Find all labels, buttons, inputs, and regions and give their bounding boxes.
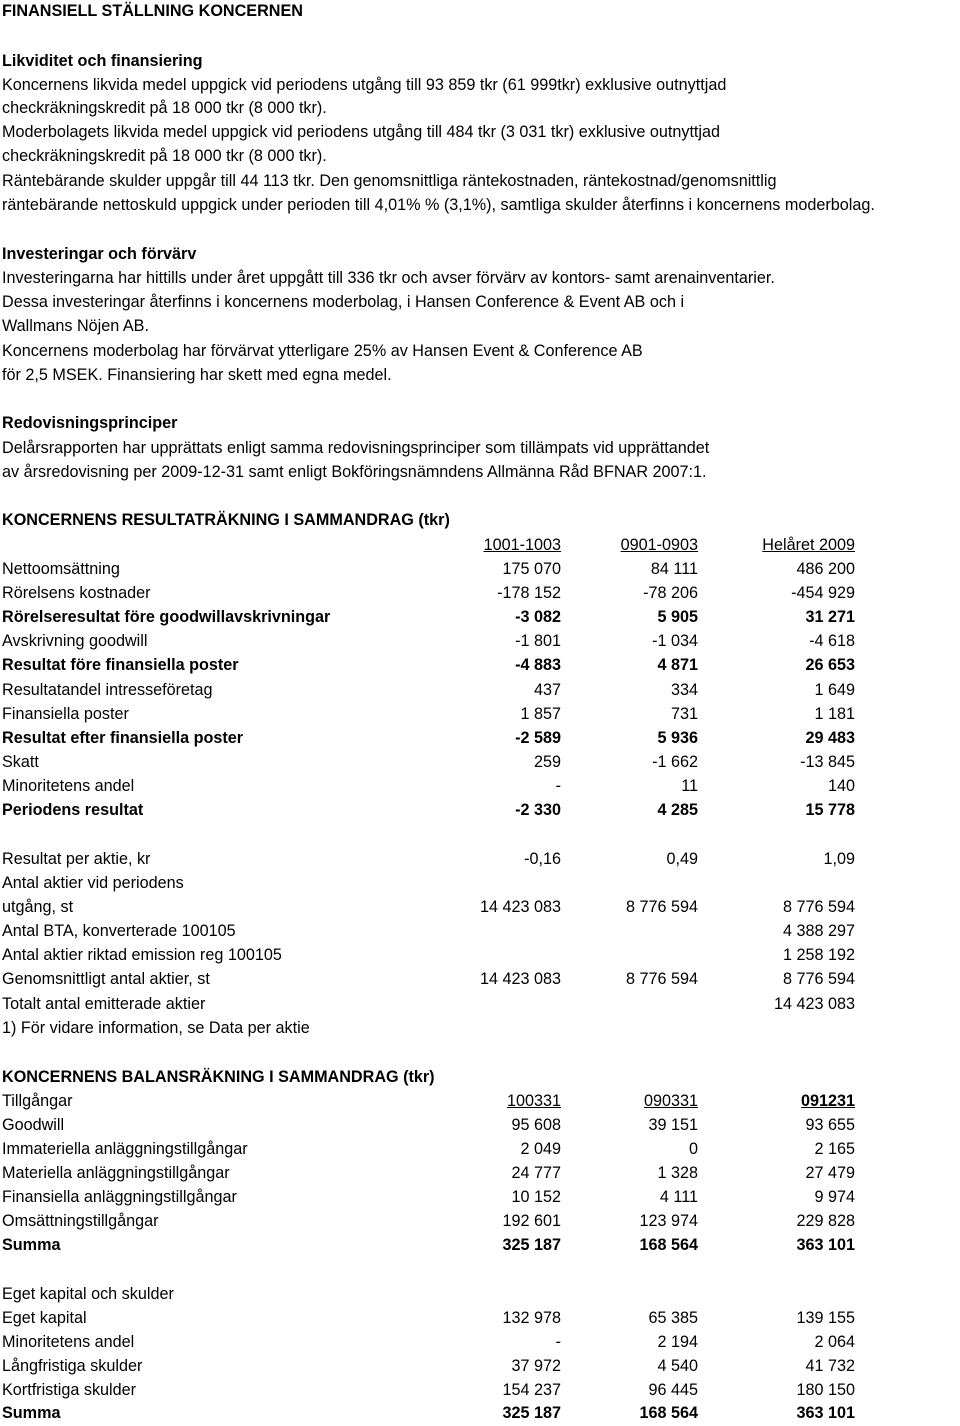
equity-section-title: Eget kapital och skulder [2, 1285, 174, 1303]
cell: -1 662 [652, 753, 698, 771]
table-row [0, 1404, 960, 1426]
table-row [0, 729, 960, 751]
cell: 31 271 [805, 608, 855, 626]
table-row [0, 560, 960, 582]
cell: -1 801 [515, 632, 561, 650]
cell: 84 111 [650, 560, 698, 578]
row-label: Immateriella anläggningstillgångar [2, 1140, 248, 1158]
cell: -78 206 [643, 584, 698, 602]
column-header: 0901-0903 [620, 536, 698, 554]
cell: 2 165 [814, 1140, 855, 1158]
cell: 39 151 [648, 1116, 698, 1134]
table-row [0, 584, 960, 606]
row-label: Periodens resultat [2, 801, 144, 819]
row-label: Summa [2, 1404, 61, 1422]
table-row [0, 801, 960, 823]
section-title-redovisning: Redovisningsprinciper [2, 414, 178, 432]
table-row [0, 1140, 960, 1162]
cell: 1 649 [814, 681, 855, 699]
cell: -2 589 [515, 729, 561, 747]
cell: 180 150 [796, 1381, 855, 1399]
column-header: Helåret 2009 [762, 536, 855, 554]
cell: 140 [827, 777, 855, 795]
cell: 325 187 [502, 1236, 561, 1254]
row-label: Nettoomsättning [2, 560, 120, 578]
table-row [0, 681, 960, 703]
cell: -1 034 [652, 632, 698, 650]
table-row [0, 1357, 960, 1379]
income-statement-title: KONCERNENS RESULTATRÄKNING I SAMMANDRAG (tkr) [2, 511, 450, 529]
cell: 168 564 [639, 1404, 698, 1422]
row-label: Materiella anläggningstillgångar [2, 1164, 230, 1182]
cell: -13 845 [800, 753, 855, 771]
income-statement-header-row [0, 536, 960, 558]
table-row [0, 753, 960, 775]
table-row [0, 1309, 960, 1331]
cell: 10 152 [511, 1188, 561, 1206]
row-label: Genomsnittligt antal aktier, st [2, 970, 210, 988]
cell: 229 828 [796, 1212, 855, 1230]
table-row [0, 1381, 960, 1403]
table-row [0, 1236, 960, 1258]
cell: 1 328 [657, 1164, 698, 1182]
table-row [0, 995, 960, 1017]
cell: - [555, 1333, 561, 1351]
paragraph-line: Koncernens likvida medel uppgick vid periodens utgång till 93 859 tkr (61 999tkr) exklusive outnyttjad [2, 76, 727, 94]
section-title-investeringar: Investeringar och förvärv [2, 245, 197, 263]
row-label: Minoritetens andel [2, 1333, 135, 1351]
table-row [0, 1116, 960, 1138]
cell: - [555, 777, 561, 795]
cell: 123 974 [639, 1212, 698, 1230]
cell: 154 237 [502, 1381, 561, 1399]
cell: 259 [533, 753, 561, 771]
row-label: utgång, st [2, 898, 74, 916]
balance-sheet-title: KONCERNENS BALANSRÄKNING I SAMMANDRAG (tkr) [2, 1068, 435, 1086]
column-header: 100331 [506, 1092, 561, 1110]
table-row [0, 970, 960, 992]
cell: -178 152 [497, 584, 561, 602]
row-label: Antal BTA, konverterade 100105 [2, 922, 236, 940]
cell: 4 111 [659, 1188, 698, 1206]
cell: 8 776 594 [625, 970, 698, 988]
row-label: Antal aktier riktad emission reg 100105 [2, 946, 282, 964]
cell: 2 194 [657, 1333, 698, 1351]
column-header: 1001-1003 [483, 536, 561, 554]
cell: 41 732 [805, 1357, 855, 1375]
table-row [0, 874, 960, 896]
paragraph-line: Delårsrapporten har upprättats enligt samma redovisningsprinciper som tillämpats vid upprättandet [2, 439, 710, 457]
row-label: Långfristiga skulder [2, 1357, 143, 1375]
table-row [0, 1212, 960, 1234]
table-row [0, 946, 960, 968]
table-row [0, 777, 960, 799]
cell: 325 187 [502, 1404, 561, 1422]
cell: 14 423 083 [479, 970, 561, 988]
paragraph-line: Koncernens moderbolag har förvärvat ytterligare 25% av Hansen Event & Conference AB [2, 342, 643, 360]
table-row [0, 656, 960, 678]
table-row [0, 1333, 960, 1355]
paragraph-line: Investeringarna har hittills under året uppgått till 336 tkr och avser förvärv av kontors- samt arenainventarier. [2, 269, 775, 287]
cell: 132 978 [502, 1309, 561, 1327]
cell: 37 972 [511, 1357, 561, 1375]
balance-sheet-header-row [0, 1092, 960, 1114]
cell: 437 [533, 681, 561, 699]
row-label: Tillgångar [2, 1092, 73, 1110]
cell: 8 776 594 [782, 898, 855, 916]
row-label: Finansiella anläggningstillgångar [2, 1188, 237, 1206]
cell: 2 049 [520, 1140, 561, 1158]
cell: 0 [688, 1140, 698, 1158]
column-header: 090331 [643, 1092, 698, 1110]
cell: 486 200 [796, 560, 855, 578]
cell: 168 564 [639, 1236, 698, 1254]
cell: 96 445 [648, 1381, 698, 1399]
cell: 363 101 [796, 1404, 855, 1422]
cell: 26 653 [805, 656, 855, 674]
table-row [0, 898, 960, 920]
table-row [0, 1188, 960, 1210]
cell: 15 778 [805, 801, 855, 819]
cell: -2 330 [515, 801, 561, 819]
table-row [0, 922, 960, 944]
section-title-likviditet: Likviditet och finansiering [2, 52, 203, 70]
cell: -4 883 [515, 656, 561, 674]
table-row [0, 705, 960, 727]
paragraph-line: checkräkningskredit på 18 000 tkr (8 000 tkr). [2, 147, 327, 165]
cell: -3 082 [515, 608, 561, 626]
cell: 14 423 083 [479, 898, 561, 916]
row-label: Avskrivning goodwill [2, 632, 148, 650]
cell: 2 064 [814, 1333, 855, 1351]
row-label: Eget kapital [2, 1309, 87, 1327]
cell: 4 388 297 [782, 922, 855, 940]
cell: 4 285 [657, 801, 698, 819]
cell: 334 [670, 681, 698, 699]
table-row [0, 632, 960, 654]
paragraph-line: Moderbolagets likvida medel uppgick vid periodens utgång till 484 tkr (3 031 tkr) exklusive outnyttjad [2, 123, 721, 141]
cell: 8 776 594 [782, 970, 855, 988]
cell: 731 [670, 705, 698, 723]
paragraph-line: Wallmans Nöjen AB. [2, 317, 149, 335]
table-row [0, 1164, 960, 1186]
cell: 5 936 [657, 729, 698, 747]
cell: 1,09 [823, 850, 855, 868]
row-label: Resultatandel intresseföretag [2, 681, 213, 699]
cell: 0,49 [666, 850, 698, 868]
cell: 29 483 [805, 729, 855, 747]
cell: -4 618 [809, 632, 855, 650]
row-label: Kortfristiga skulder [2, 1381, 137, 1399]
cell: 8 776 594 [625, 898, 698, 916]
paragraph-line: checkräkningskredit på 18 000 tkr (8 000 tkr). [2, 99, 327, 117]
row-label: Summa [2, 1236, 61, 1254]
cell: 363 101 [796, 1236, 855, 1254]
cell: 93 655 [805, 1116, 855, 1134]
column-header: 091231 [800, 1092, 855, 1110]
cell: 11 [681, 777, 698, 795]
cell: 9 974 [814, 1188, 855, 1206]
footnote [0, 1019, 960, 1041]
row-label: Omsättningstillgångar [2, 1212, 159, 1230]
paragraph-line: Dessa investeringar återfinns i koncernens moderbolag, i Hansen Conference & Event AB och i [2, 293, 685, 311]
cell: 139 155 [796, 1309, 855, 1327]
cell: 192 601 [502, 1212, 561, 1230]
cell: 1 857 [520, 705, 561, 723]
cell: 24 777 [511, 1164, 561, 1182]
page-title: FINANSIELL STÄLLNING KONCERNEN [2, 2, 303, 20]
cell: -0,16 [524, 850, 561, 868]
cell: 4 871 [657, 656, 698, 674]
cell: 65 385 [648, 1309, 698, 1327]
cell: -454 929 [791, 584, 855, 602]
table-row [0, 608, 960, 630]
row-label: Rörelseresultat före goodwillavskrivningar [2, 608, 331, 626]
paragraph-line: Räntebärande skulder uppgår till 44 113 tkr. Den genomsnittliga räntekostnaden, räntekostnad/genomsnittlig [2, 172, 777, 190]
row-label: Resultat efter finansiella poster [2, 729, 244, 747]
row-label: Resultat före finansiella poster [2, 656, 239, 674]
cell: 14 423 083 [773, 995, 855, 1013]
row-label: Skatt [2, 753, 39, 771]
cell: 1 181 [814, 705, 855, 723]
table-row [0, 850, 960, 872]
row-label: Resultat per aktie, kr [2, 850, 151, 868]
cell: 27 479 [805, 1164, 855, 1182]
cell: 4 540 [657, 1357, 698, 1375]
cell: 175 070 [502, 560, 561, 578]
row-label: Rörelsens kostnader [2, 584, 151, 602]
cell: 5 905 [657, 608, 698, 626]
cell: 1 258 192 [782, 946, 855, 964]
footnote-text: 1) För vidare information, se Data per aktie [2, 1019, 310, 1037]
paragraph-line: för 2,5 MSEK. Finansiering har skett med egna medel. [2, 366, 392, 384]
paragraph-line: räntebärande nettoskuld uppgick under perioden till 4,01% % (3,1%), samtliga skulder återfinns i koncernens moderbolag. [2, 196, 875, 214]
cell: 95 608 [511, 1116, 561, 1134]
row-label: Totalt antal emitterade aktier [2, 995, 206, 1013]
paragraph-line: av årsredovisning per 2009-12-31 samt enligt Bokföringsnämndens Allmänna Råd BFNAR 2007:1. [2, 463, 707, 481]
row-label: Goodwill [2, 1116, 65, 1134]
row-label: Finansiella poster [2, 705, 129, 723]
row-label: Minoritetens andel [2, 777, 135, 795]
row-label: Antal aktier vid periodens [2, 874, 184, 892]
